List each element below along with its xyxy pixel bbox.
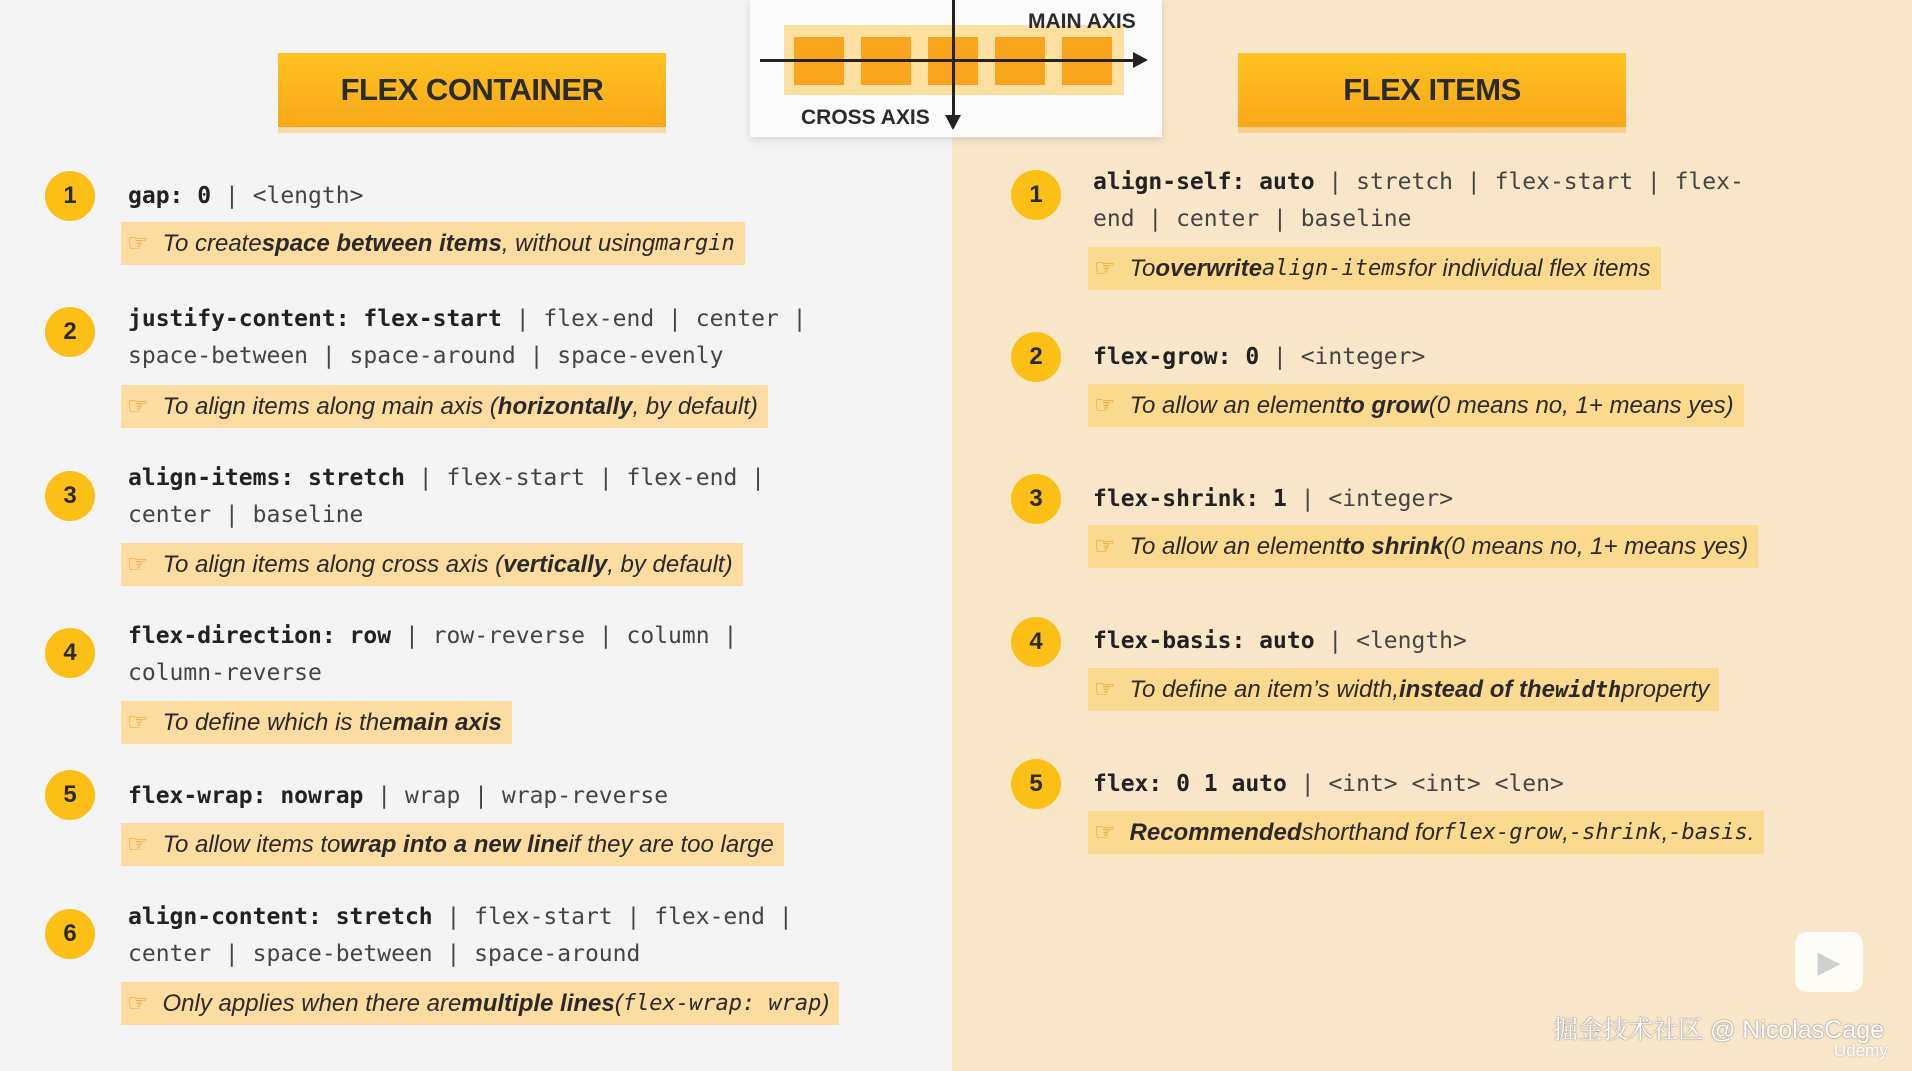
property-options: | <integer> [1286,486,1454,512]
note-text: Only applies when there are [162,989,462,1017]
note-text: (0 means no, 1+ means yes) [1428,391,1734,419]
property-line-1 [1093,766,1564,803]
property-note [1088,668,1719,711]
property-syntax [1093,766,1564,803]
note-text: property [1621,675,1710,703]
property-name-default: flex-grow: 0 [1093,344,1260,370]
pointing-hand-icon: ☞ [1094,819,1116,846]
property-options: | <integer> [1259,344,1426,370]
property-note [1088,384,1744,427]
note-code: flex-wrap: wrap [622,991,822,1016]
note-text: if they are too large [568,830,774,858]
property-syntax [1093,164,1744,238]
play-icon: ▶ [1817,945,1841,979]
pointing-hand-icon: ☞ [1094,533,1116,560]
step-number-badge: 4 [45,628,95,678]
note-text: (0 means no, 1+ means yes) [1443,532,1749,560]
property-note [121,701,512,744]
property-line-1 [128,899,793,936]
property-syntax [1093,623,1467,660]
property-note [121,222,745,265]
property-line-2: space-between | space-around | space-evenly [128,343,724,369]
property-syntax [128,178,363,215]
step-number-badge: 1 [1011,170,1061,220]
main-axis-arrow-icon [1133,52,1148,68]
property-note [1088,525,1758,568]
property-line-1 [128,618,737,655]
udemy-logo: Udemy [1834,1041,1888,1060]
property-line-2: center | space-between | space-around [128,941,641,967]
step-number-badge: 3 [45,471,95,521]
watermark: 掘金技术社区 @ NicolasCage [1553,1016,1885,1044]
note-text: , [1562,818,1569,846]
property-name-default: align-content: stretch [128,904,433,930]
step-number-badge: 4 [1011,617,1061,667]
note-text: ) [821,989,830,1017]
note-code: -shrink [1568,820,1662,845]
note-text: To allow an element [1129,532,1343,560]
note-emphasis: horizontally [497,392,633,420]
note-text: To allow items to [162,830,341,858]
note-text: To create [162,229,262,257]
property-note [121,543,743,586]
property-name-default: gap: 0 [128,183,212,209]
note-code: -basis [1668,820,1748,845]
property-options: | <length> [1314,628,1467,654]
note-emphasis-code [1555,676,1621,704]
flex-items-header: FLEX ITEMS [1238,53,1626,127]
step-number-badge: 3 [1011,474,1061,524]
note-emphasis: vertically [503,550,608,578]
property-line-1 [1093,623,1467,660]
note-text: To align items along cross axis ( [162,550,504,578]
note-text: , without using [501,229,656,257]
property-syntax [128,618,737,692]
note-emphasis: overwrite [1155,254,1263,282]
note-text: , [1661,818,1669,846]
main-axis-label: MAIN AXIS [1028,10,1136,33]
property-note [121,823,784,866]
note-text: shorthand for [1301,818,1443,846]
property-syntax [128,899,793,973]
note-emphasis: multiple lines [461,989,615,1017]
pointing-hand-icon: ☞ [1094,676,1116,703]
property-options: | flex-end | center | [501,306,807,332]
property-line-1 [128,778,668,815]
property-note [121,385,768,428]
step-number-badge: 2 [45,307,95,357]
main-axis-line [760,59,1135,62]
note-code: width [1555,677,1622,703]
property-line-1 [128,460,765,497]
play-button[interactable] [1795,932,1863,992]
cross-axis-arrow-icon [945,115,961,130]
property-name-default: justify-content: flex-start [128,306,502,332]
property-name-default: align-items: stretch [128,465,405,491]
note-code: align-items [1262,256,1408,281]
step-number-badge: 5 [1011,759,1061,809]
property-name-default: flex-direction: row [128,623,392,649]
property-syntax [128,778,668,815]
property-syntax [1093,339,1425,376]
property-line-1 [128,301,807,338]
property-options: | stretch | flex-start | flex- [1314,169,1744,195]
note-text: To define which is the [162,708,393,736]
property-line-1 [128,178,363,215]
property-options: | flex-start | flex-end | [404,465,765,491]
property-options: | row-reverse | column | [391,623,738,649]
note-code: margin [655,231,735,256]
note-emphasis: main axis [392,708,502,736]
step-number-badge: 5 [45,770,95,820]
property-options: | <length> [211,183,364,209]
flex-container-header: FLEX CONTAINER [278,53,666,127]
pointing-hand-icon: ☞ [127,393,149,420]
property-note [121,982,839,1025]
property-line-1 [1093,339,1425,376]
note-text: for individual flex items [1407,254,1651,282]
property-line-2: column-reverse [128,660,322,686]
note-emphasis: wrap into a new line [340,830,569,858]
property-name-default: align-self: auto [1093,169,1315,195]
note-code: flex-grow [1442,820,1563,845]
note-text: , by default) [632,392,758,420]
note-text: To allow an element [1129,391,1343,419]
note-emphasis: space between items [261,229,502,257]
property-syntax [128,301,807,375]
property-note [1088,247,1661,290]
cross-axis-label: CROSS AXIS [801,106,930,129]
property-options: | wrap | wrap-reverse [363,783,669,809]
property-note [1088,811,1764,854]
pointing-hand-icon: ☞ [127,230,149,257]
property-name-default: flex-basis: auto [1093,628,1315,654]
step-number-badge: 1 [45,171,95,221]
property-syntax [128,460,765,534]
pointing-hand-icon: ☞ [127,551,149,578]
cross-axis-line [952,0,955,118]
property-line-2: end | center | baseline [1093,206,1412,232]
note-text: ( [614,989,623,1017]
property-name-default: flex-shrink: 1 [1093,486,1287,512]
note-emphasis: instead of the [1399,675,1556,703]
pointing-hand-icon: ☞ [127,831,149,858]
note-text: , by default) [607,550,733,578]
property-name-default: flex: 0 1 auto [1093,771,1287,797]
note-text: To define an item’s width, [1129,675,1400,703]
property-syntax [1093,481,1453,518]
note-text: To [1129,254,1156,282]
pointing-hand-icon: ☞ [127,990,149,1017]
note-emphasis: to shrink [1342,532,1444,560]
note-emphasis: to grow [1342,391,1429,419]
property-line-2: center | baseline [128,502,364,528]
property-name-default: flex-wrap: nowrap [128,783,364,809]
pointing-hand-icon: ☞ [1094,255,1116,282]
pointing-hand-icon: ☞ [1094,392,1116,419]
property-line-1 [1093,481,1453,518]
property-options: | flex-start | flex-end | [432,904,793,930]
step-number-badge: 2 [1011,332,1061,382]
pointing-hand-icon: ☞ [127,709,149,736]
note-emphasis: Recommended [1129,818,1302,846]
note-text: To align items along main axis ( [162,392,498,420]
property-options: | <int> <int> <len> [1286,771,1564,797]
step-number-badge: 6 [45,909,95,959]
axis-diagram [750,0,1162,137]
note-text: . [1747,818,1755,846]
property-line-1 [1093,164,1744,201]
